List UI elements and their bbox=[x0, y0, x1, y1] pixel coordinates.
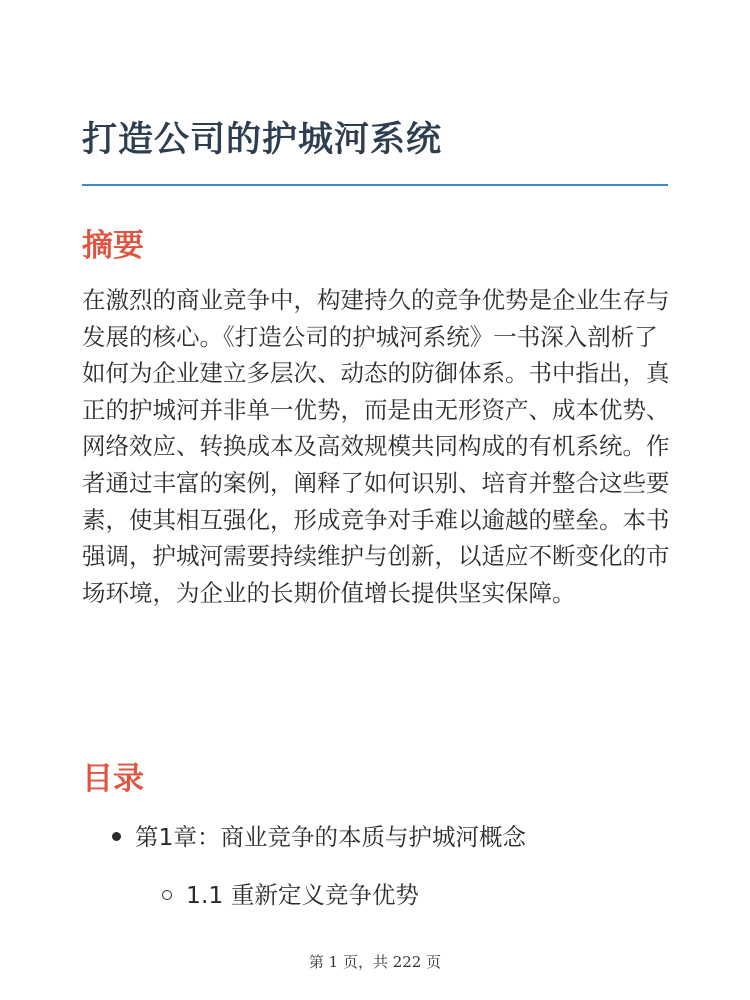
bullet-circle-icon bbox=[162, 890, 172, 900]
toc-heading: 目录 bbox=[82, 761, 144, 797]
toc-item-label: 1.1 重新定义竞争优势 bbox=[186, 881, 419, 909]
abstract-heading: 摘要 bbox=[82, 228, 144, 264]
document-title: 打造公司的护城河系统 bbox=[82, 120, 443, 160]
page-number: 第 1 页，共 222 页 bbox=[308, 953, 442, 971]
title-divider bbox=[82, 184, 668, 186]
bullet-disc-icon bbox=[112, 832, 121, 841]
toc-item-chapter-1[interactable] bbox=[112, 818, 526, 852]
abstract-body: 在激烈的商业竞争中，构建持久的竞争优势是企业生存与发展的核心。《打造公司的护城河系统》一书深入剖析了如何为企业建立多层次、动态的防御体系。书中指出，真正的护城河并非单一优势，而是由无形资产、成本优势、网络效应、转换成本及高效规模共同构成的有机系统。作者通过丰富的案例，阐释了如何识别、培育并整合这些要素，使其相互强化，形成竞争对手难以逾越的壁垒。本书强调，护城河需要持续维护与创新，以适应不断变化的市场环境，为企业的长期价值增长提供坚实保障。 bbox=[82, 286, 670, 607]
toc-item-label: 第1章：商业竞争的本质与护城河概念 bbox=[135, 823, 526, 851]
toc-item-section-1-1[interactable] bbox=[162, 876, 419, 910]
